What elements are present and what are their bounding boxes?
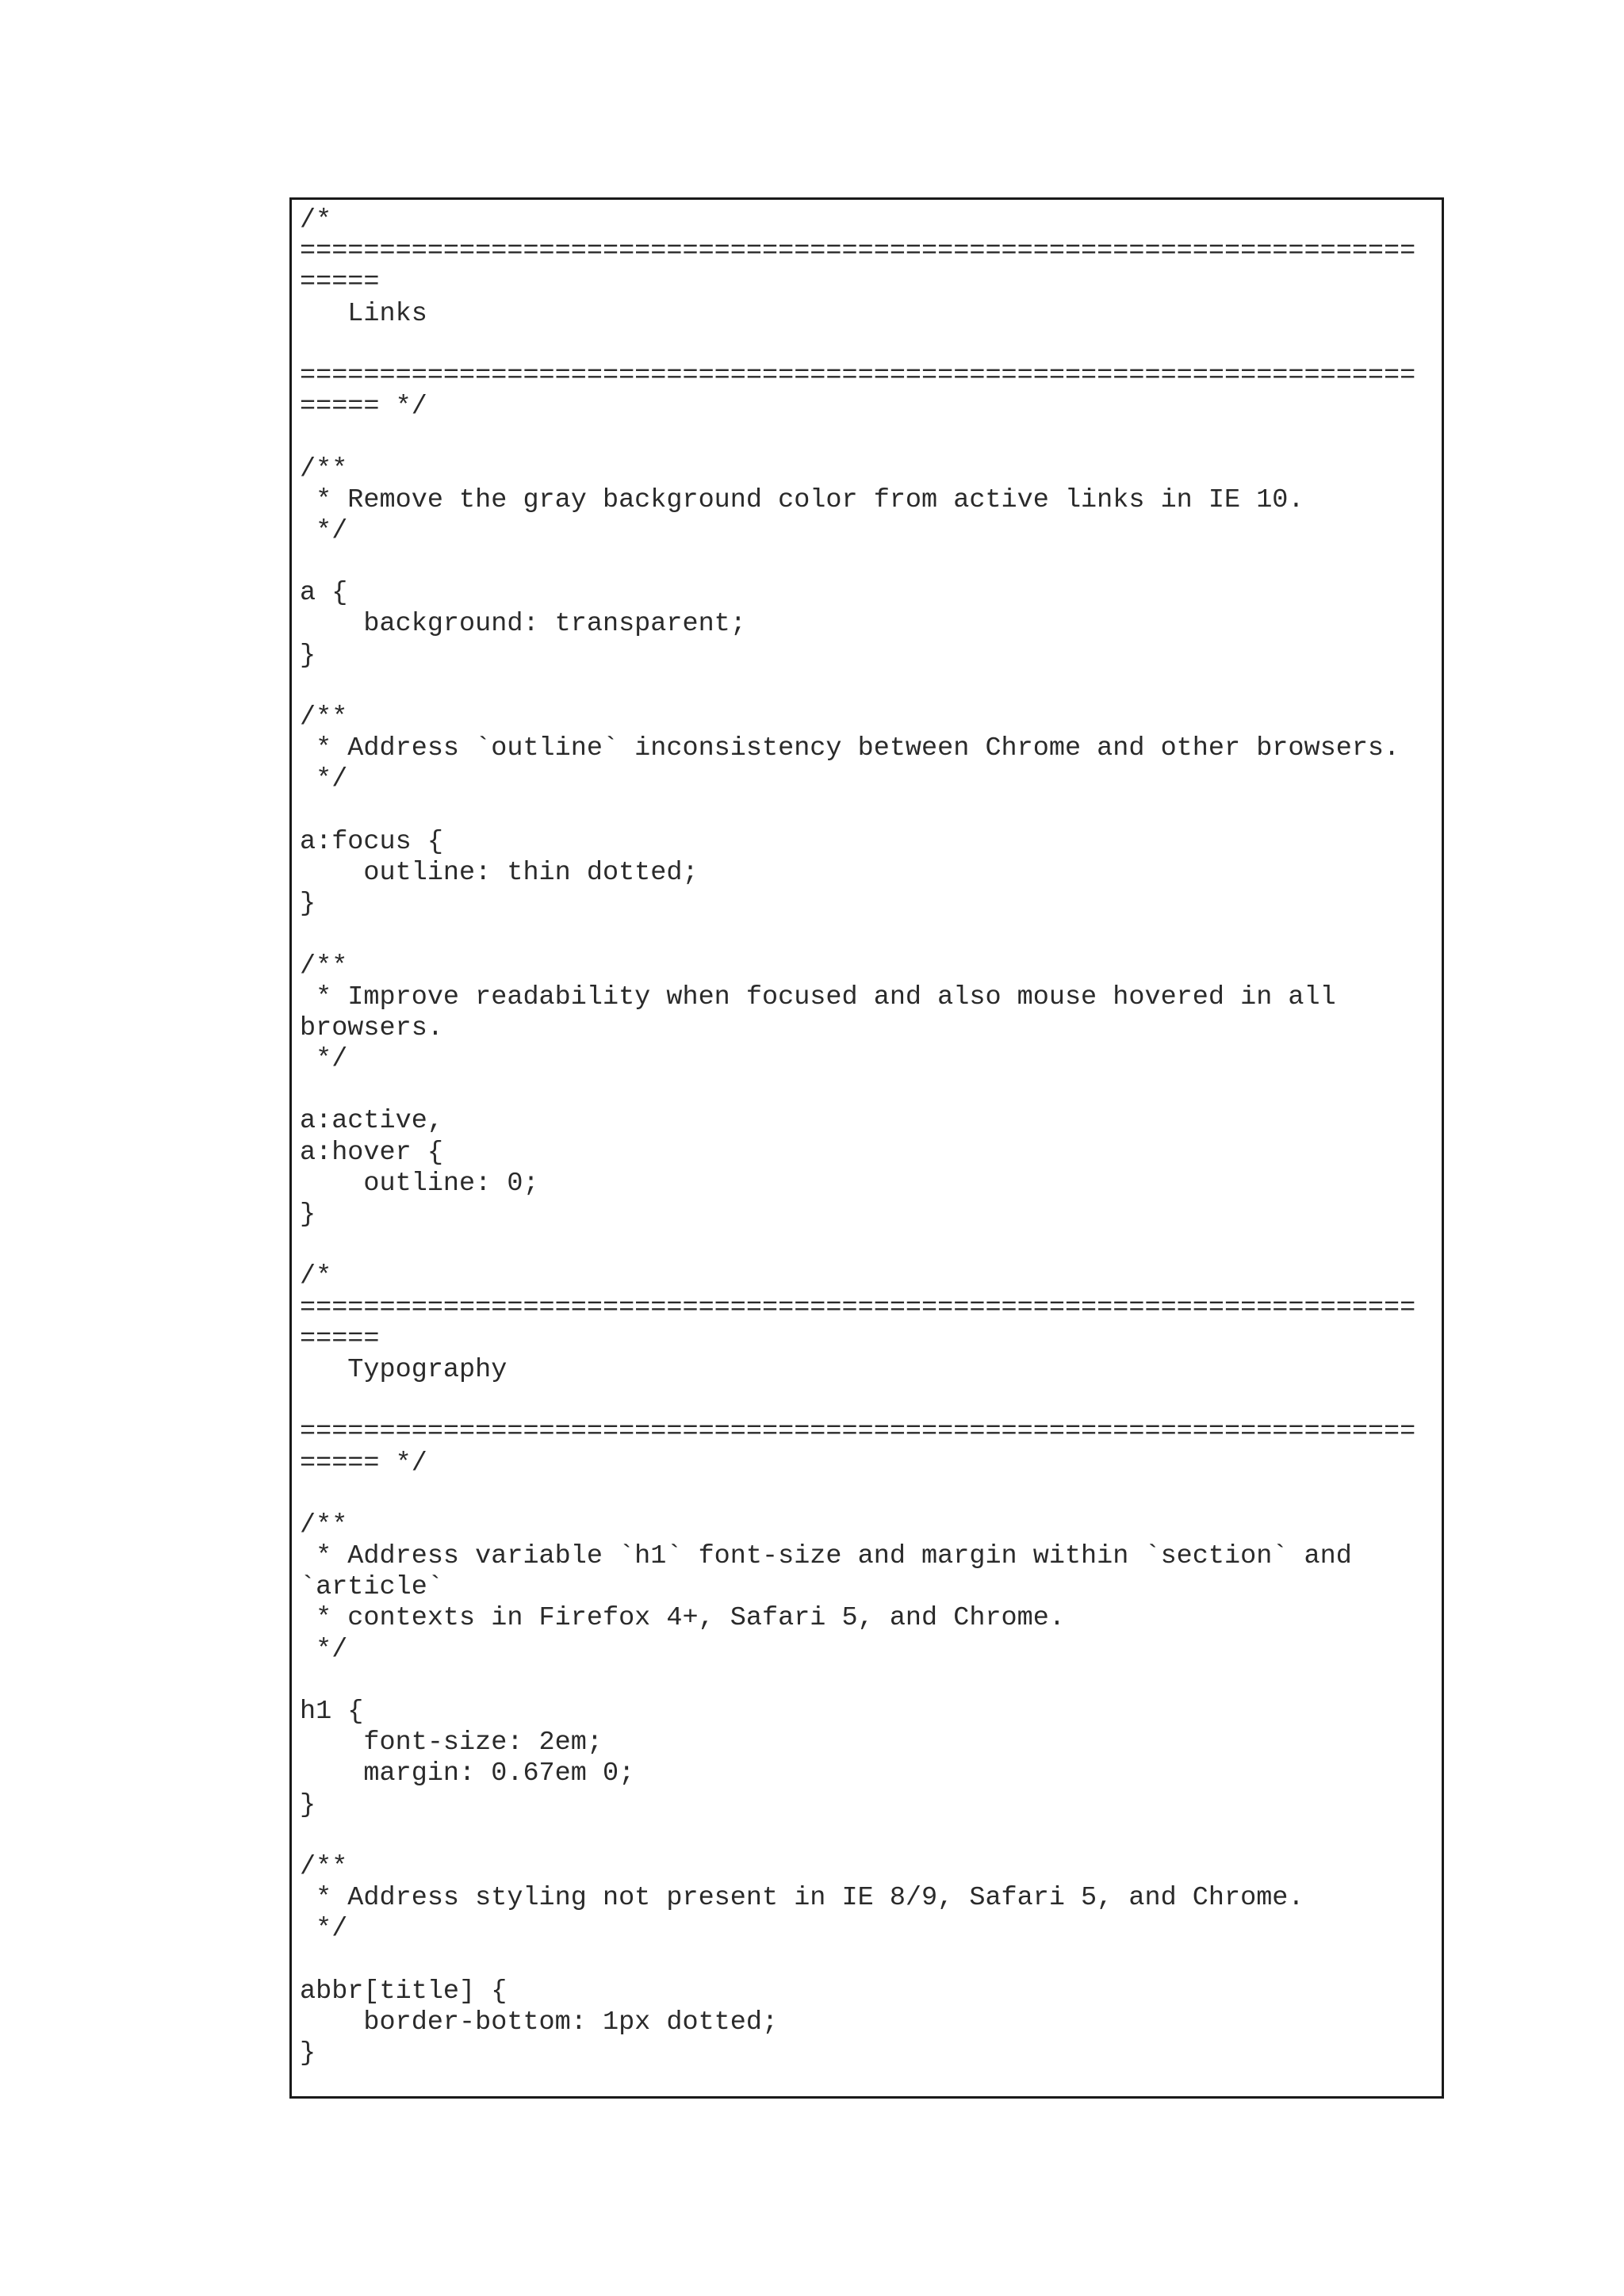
code-line: ====================================================================== xyxy=(300,360,1416,391)
code-line xyxy=(300,1230,1415,1261)
code-line: /* xyxy=(300,205,332,235)
code-line: outline: 0; xyxy=(300,1168,539,1199)
code-line xyxy=(300,1386,1415,1417)
code-line xyxy=(300,796,1415,827)
code-line: ===== xyxy=(300,1323,380,1354)
code-line xyxy=(300,1946,1415,1976)
code-line: Typography xyxy=(300,1354,508,1385)
code-line: margin: 0.67em 0; xyxy=(300,1758,635,1789)
code-line: */ xyxy=(300,1914,348,1945)
code-line: ===== */ xyxy=(300,392,427,423)
code-line xyxy=(300,920,1415,951)
code-line: */ xyxy=(300,515,348,546)
code-line: */ xyxy=(300,1634,348,1665)
code-line: /* xyxy=(300,1261,332,1292)
code-line: `article` xyxy=(300,1572,443,1603)
code-line: * Address `outline` inconsistency between Chrome and other browsers. xyxy=(300,733,1400,764)
code-lines xyxy=(300,205,1415,2069)
code-line: /** xyxy=(300,1510,348,1540)
code-line: } xyxy=(300,889,316,920)
code-line: outline: thin dotted; xyxy=(300,857,699,888)
code-line xyxy=(300,1479,1415,1510)
code-line: background: transparent; xyxy=(300,609,746,640)
code-line xyxy=(300,1666,1415,1697)
code-line: * Address variable `h1` font-size and margin within `section` and xyxy=(300,1541,1352,1572)
code-line: ===== */ xyxy=(300,1448,427,1479)
code-line: a { xyxy=(300,578,348,609)
code-line: ====================================================================== xyxy=(300,1292,1416,1323)
code-line: /** xyxy=(300,453,348,484)
code-line: } xyxy=(300,1200,316,1230)
code-line xyxy=(300,330,1415,361)
code-line: * Improve readability when focused and also mouse hovered in all xyxy=(300,982,1336,1012)
code-line xyxy=(300,672,1415,702)
code-line: ===== xyxy=(300,267,380,298)
code-line: } xyxy=(300,2038,316,2069)
code-line xyxy=(300,547,1415,578)
code-line: font-size: 2em; xyxy=(300,1728,603,1758)
code-line xyxy=(300,1075,1415,1106)
code-line: /** xyxy=(300,951,348,982)
code-line: /** xyxy=(300,1851,348,1882)
code-line: * Remove the gray background color from active links in IE 10. xyxy=(300,484,1304,515)
code-line: border-bottom: 1px dotted; xyxy=(300,2007,779,2038)
code-line: } xyxy=(300,1789,316,1820)
code-line: /** xyxy=(300,702,348,733)
code-block xyxy=(289,197,1444,2099)
code-line: h1 { xyxy=(300,1697,364,1727)
code-line: a:active, xyxy=(300,1106,443,1137)
code-line: Links xyxy=(300,298,427,329)
code-line xyxy=(300,1821,1415,1852)
code-line: a:hover { xyxy=(300,1137,443,1168)
code-line: */ xyxy=(300,764,348,795)
code-line: a:focus { xyxy=(300,826,443,857)
code-line: } xyxy=(300,640,316,671)
code-line: abbr[title] { xyxy=(300,1976,508,2007)
code-line: */ xyxy=(300,1044,348,1075)
code-line: browsers. xyxy=(300,1012,443,1043)
code-line: ====================================================================== xyxy=(300,236,1416,267)
code-line xyxy=(300,423,1415,453)
code-line: ====================================================================== xyxy=(300,1417,1416,1448)
code-line: * contexts in Firefox 4+, Safari 5, and Chrome. xyxy=(300,1603,1065,1634)
code-line: * Address styling not present in IE 8/9, Safari 5, and Chrome. xyxy=(300,1883,1304,1914)
